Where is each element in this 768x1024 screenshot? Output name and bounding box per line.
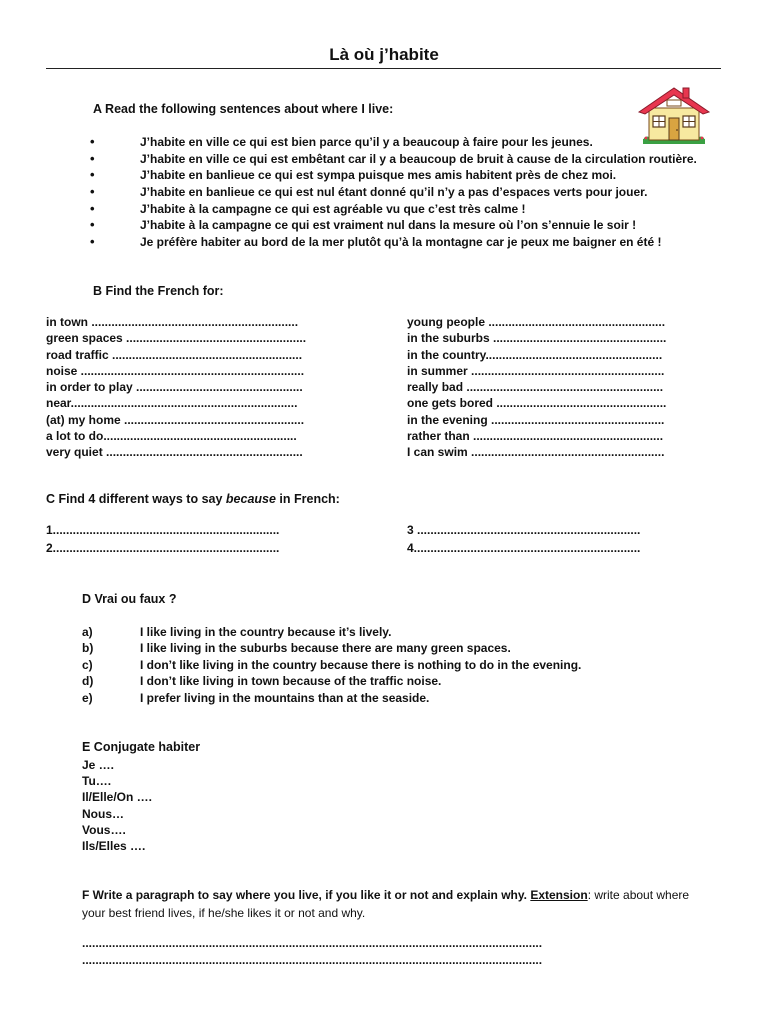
extension-label: Extension	[530, 888, 588, 902]
answer-blank-2: 2....................................................................	[46, 541, 280, 555]
vocab-item: in the suburbs ....................................................	[407, 331, 667, 346]
extension-text-continued: your best friend lives, if he/she likes it or not and why.	[82, 906, 366, 920]
conjugation-item: Je ….	[82, 758, 115, 772]
section-c-heading-post: in French:	[275, 492, 340, 506]
item-text: I prefer living in the mountains than at the seaside.	[140, 690, 430, 705]
extension-text: : write about where	[587, 888, 690, 902]
vocab-item: noise ...................................................................	[46, 363, 305, 378]
section-d-heading: D Vrai ou faux ?	[82, 592, 177, 606]
conjugation-item: Vous….	[82, 822, 126, 837]
item-text: I don’t like living in town because of the traffic noise.	[140, 674, 442, 689]
item-letter: c)	[82, 657, 93, 672]
true-false-list	[82, 624, 581, 706]
vocab-item: in summer ..........................................................	[407, 363, 665, 378]
vocab-item: (at) my home ......................................................	[46, 412, 305, 427]
sentence-item: • J’habite à la campagne ce qui est agréable vu que c’est très calme !	[90, 201, 697, 218]
vocab-item: green spaces ......................................................	[46, 331, 307, 346]
true-false-item	[82, 657, 581, 673]
writing-line: ..........................................................................................................................................	[82, 953, 543, 967]
vocab-item: rather than .........................................................	[407, 429, 664, 444]
conjugation-item: Tu….	[82, 774, 112, 789]
sentence-item: • Je préfère habiter au bord de la mer plutôt qu’à la montagne car je peux me baigner en été !	[90, 234, 697, 251]
section-a-heading: A Read the following sentences about where I live:	[93, 102, 394, 116]
answer-blank-4: 4....................................................................	[407, 541, 641, 555]
answer-blank-3: 3 ...................................................................	[407, 523, 641, 537]
vocab-item: in town ..............................................................	[46, 315, 299, 329]
vocab-item: very quiet ...........................................................	[46, 445, 303, 460]
vocab-item: in the evening ....................................................	[407, 412, 665, 427]
true-false-item	[82, 690, 581, 706]
sentence-item: • J’habite en ville ce qui est bien parce qu’il y a beaucoup à faire pour les jeunes.	[90, 134, 697, 151]
section-f-heading-text: F Write a paragraph to say where you live, if you like it or not and explain why.	[82, 888, 531, 902]
vocab-item: in the country.....................................................	[407, 347, 663, 362]
item-letter: b)	[82, 641, 94, 656]
item-letter: d)	[82, 674, 94, 689]
conjugation-list	[82, 757, 152, 854]
sentence-item: • J’habite en banlieue ce qui est sympa puisque mes amis habitent près de chez moi.	[90, 167, 697, 184]
vocab-item: really bad ...........................................................	[407, 380, 664, 395]
vocab-item: I can swim ..........................................................	[407, 445, 665, 460]
vocab-item: near....................................................................	[46, 396, 298, 411]
section-e-heading: E Conjugate habiter	[82, 740, 201, 754]
title-underline	[46, 68, 721, 69]
true-false-item	[82, 624, 581, 640]
vocab-list-left	[46, 314, 306, 461]
page-title: Là où j’habite	[329, 45, 439, 64]
true-false-item	[82, 640, 581, 656]
sentence-item: • J’habite en banlieue ce qui est nul étant donné qu’il n’y a pas d’espaces verts pour jouer.	[90, 184, 697, 201]
vocab-item: in order to play ..................................................	[46, 380, 303, 395]
conjugation-item: Il/Elle/On ….	[82, 790, 153, 805]
vocab-item: one gets bored ...................................................	[407, 396, 667, 411]
section-f-heading	[82, 888, 689, 902]
conjugation-item: Nous…	[82, 806, 124, 821]
vocab-list-right	[407, 314, 666, 461]
vocab-item: a lot to do..........................................................	[46, 429, 297, 444]
sentence-item: • J’habite en ville ce qui est embêtant car il y a beaucoup de bruit à cause de la circulation routière.	[90, 151, 697, 168]
vocab-item: young people .....................................................	[407, 315, 666, 329]
item-text: I like living in the country because it’s lively.	[140, 625, 392, 639]
section-c-heading-emphasis: because	[225, 492, 276, 506]
sentence-list	[90, 134, 697, 251]
vocab-item: road traffic .........................................................	[46, 347, 303, 362]
item-letter: a)	[82, 625, 93, 639]
section-c-heading	[46, 492, 340, 506]
answer-blank-1: 1....................................................................	[46, 523, 280, 537]
writing-line: ..........................................................................................................................................	[82, 936, 543, 950]
item-text: I like living in the suburbs because there are many green spaces.	[140, 641, 511, 656]
conjugation-item: Ils/Elles ….	[82, 838, 146, 853]
section-b-heading: B Find the French for:	[93, 284, 224, 298]
item-text: I don’t like living in the country because there is nothing to do in the evening.	[140, 657, 582, 672]
section-c-heading-pre: C Find 4 different ways to say	[46, 492, 226, 506]
sentence-item: • J’habite à la campagne ce qui est vraiment nul dans la mesure où l’on s’ennuie le soir !	[90, 217, 697, 234]
true-false-item	[82, 673, 581, 689]
item-letter: e)	[82, 690, 93, 705]
